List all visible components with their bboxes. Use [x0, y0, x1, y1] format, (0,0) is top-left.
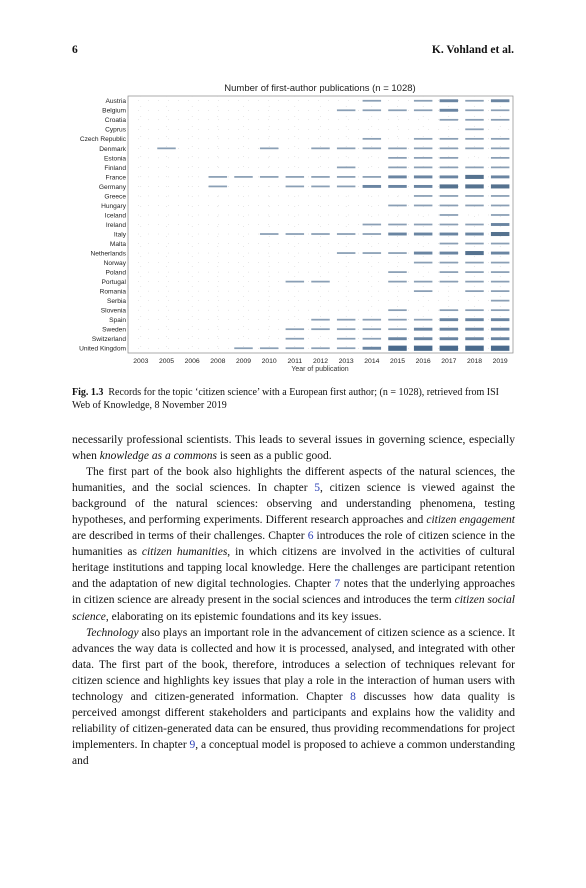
- heatmap-cell: [337, 328, 355, 330]
- heatmap-cell: [491, 281, 509, 283]
- heatmap-cell: [491, 290, 509, 292]
- heatmap-cell: [491, 300, 509, 302]
- year-label: 2016: [415, 358, 431, 365]
- heatmap-cell: [388, 271, 406, 273]
- heatmap-cell: [414, 290, 432, 292]
- year-label: 2011: [287, 358, 303, 365]
- caption-text: Records for the topic ‘citizen science’ with a European first author; (n = 1028), retrieved from ISI Web of Knowledge, 8 November 2019: [72, 387, 499, 411]
- heatmap-cell: [440, 138, 458, 140]
- heatmap-cell: [260, 233, 278, 235]
- country-label: Croatia: [104, 117, 126, 125]
- emphasis: Technology: [86, 626, 139, 639]
- heatmap-cell: [286, 328, 304, 330]
- text-run: also plays an important role in the advancement of citizen science as a science. It advances the way data is collected and how it is processed, analysed, and integrated with other data. The first part of the book, therefore, introduces a selection of techniques relevant for citizen science and highlights key issues that play a role in the interaction of human users with technology and citizen-generated information. Chapter: [72, 626, 515, 703]
- heatmap-cell: [388, 346, 406, 351]
- emphasis: citizen engagement: [426, 514, 515, 527]
- heatmap-cell: [388, 328, 406, 330]
- paragraph-3: [72, 625, 515, 769]
- heatmap-cell: [491, 195, 509, 197]
- heatmap-cell: [465, 224, 483, 226]
- year-label: 2010: [261, 358, 277, 365]
- heatmap-cell: [440, 309, 458, 311]
- year-label: 2003: [133, 358, 149, 365]
- chapter-6-link[interactable]: 6: [307, 530, 314, 543]
- heatmap-cell: [414, 185, 432, 188]
- heatmap-cell: [440, 328, 458, 331]
- heatmap-cell: [465, 128, 483, 130]
- heatmap-cell: [465, 309, 483, 311]
- heatmap-cell: [363, 176, 381, 178]
- heatmap-cell: [465, 346, 483, 351]
- country-label: Finland: [104, 164, 126, 172]
- country-label: Romania: [99, 288, 126, 296]
- heatmap-cell: [388, 281, 406, 283]
- heatmap-cell: [337, 338, 355, 340]
- heatmap-cell: [491, 157, 509, 159]
- heatmap-cell: [388, 147, 406, 149]
- heatmap-cell: [491, 337, 509, 340]
- heatmap-cell: [491, 271, 509, 273]
- heatmap-cell: [414, 233, 432, 236]
- heatmap-cell: [260, 147, 278, 149]
- heatmap-cell: [440, 175, 458, 178]
- year-label: 2019: [492, 358, 508, 365]
- heatmap-cell: [440, 337, 458, 340]
- heatmap-cell: [440, 346, 458, 351]
- heatmap-cell: [491, 205, 509, 207]
- heatmap-cell: [388, 233, 406, 236]
- heatmap-cell: [414, 252, 432, 255]
- heatmap-cell: [260, 176, 278, 178]
- country-label: Spain: [109, 317, 126, 325]
- heatmap-cell: [414, 319, 432, 321]
- heatmap-cell: [491, 138, 509, 140]
- heatmap-cell: [465, 243, 483, 245]
- heatmap-cell: [337, 186, 355, 188]
- heatmap-cell: [491, 262, 509, 264]
- heatmap-cell: [491, 214, 509, 216]
- heatmap-cell: [465, 109, 483, 111]
- heatmap-cell: [491, 309, 509, 311]
- figure-caption: [72, 386, 515, 412]
- heatmap-cell: [491, 99, 509, 102]
- heatmap-cell: [440, 99, 458, 102]
- year-label: 2018: [466, 358, 483, 365]
- country-label: Denmark: [99, 145, 126, 153]
- year-label: 2017: [441, 358, 457, 365]
- chart-title: Number of first-author publications (n = 1028): [224, 83, 416, 94]
- country-label: Italy: [113, 231, 126, 239]
- text-run: , a conceptual model is proposed to achieve a common understanding and: [72, 738, 515, 767]
- running-head-authors: K. Vohland et al.: [431, 44, 514, 56]
- country-label: Hungary: [101, 202, 126, 210]
- heatmap-cell: [440, 262, 458, 264]
- year-label: 2015: [389, 358, 406, 365]
- heatmap-cell: [209, 176, 227, 178]
- heatmap-cell: [465, 184, 483, 188]
- emphasis: citizen humanities: [141, 546, 228, 559]
- heatmap-cell: [286, 176, 304, 178]
- heatmap-cell: [337, 252, 355, 254]
- country-label: Iceland: [104, 212, 126, 220]
- heatmap-cell: [465, 262, 483, 264]
- heatmap-cell: [337, 347, 355, 349]
- heatmap-cell: [414, 175, 432, 178]
- heatmap-cell: [388, 319, 406, 321]
- year-label: 2013: [338, 358, 354, 365]
- country-label: Portugal: [101, 279, 126, 287]
- heatmap-cell: [209, 186, 227, 188]
- heatmap-cell: [491, 167, 509, 169]
- heatmap-cell: [440, 233, 458, 236]
- heatmap-cell: [465, 233, 483, 236]
- emphasis: knowledge as a commons: [99, 450, 218, 463]
- heatmap-cell: [388, 167, 406, 169]
- heatmap-cell: [388, 205, 406, 207]
- heatmap-cell: [440, 214, 458, 216]
- heatmap-cell: [388, 109, 406, 111]
- text-run: discusses how data quality is perceived amongst different stakeholders and participants and explains how the validity and reliability of citizen-generated data can be ensured, thus providing recommendations for project implementers. In chapter: [72, 690, 515, 751]
- heatmap-cell: [157, 147, 175, 149]
- heatmap-cell: [363, 319, 381, 321]
- heatmap-cell: [414, 109, 432, 111]
- heatmap-cell: [286, 347, 304, 349]
- heatmap-cell: [363, 100, 381, 102]
- caption-label: Fig. 1.3: [72, 387, 104, 398]
- heatmap-cell: [260, 347, 278, 349]
- heatmap-cell: [465, 328, 483, 331]
- heatmap-cell: [363, 147, 381, 149]
- heatmap-cell: [414, 346, 432, 351]
- heatmap-cell: [337, 167, 355, 169]
- country-label: Ireland: [105, 221, 126, 229]
- heatmap-cell: [414, 337, 432, 340]
- text-run: , elaborating on its epistemic foundations and its key issues.: [105, 610, 382, 623]
- heatmap-cell: [363, 224, 381, 226]
- heatmap-cell: [311, 281, 329, 283]
- country-label: Belgium: [102, 107, 126, 115]
- heatmap-cell: [388, 252, 406, 254]
- year-label: 2008: [210, 358, 226, 365]
- heatmap-cell: [311, 328, 329, 330]
- heatmap-cell: [363, 347, 381, 350]
- heatmap-cell: [491, 346, 509, 351]
- heatmap-cell: [440, 243, 458, 245]
- heatmap-cell: [388, 185, 406, 188]
- country-label: Estonia: [104, 155, 126, 163]
- text-run: is seen as a public good.: [217, 450, 332, 463]
- heatmap-cell: [414, 224, 432, 226]
- heatmap-cell: [337, 109, 355, 111]
- year-labels: [133, 358, 508, 365]
- heatmap-cell: [337, 176, 355, 178]
- heatmap-cell: [363, 338, 381, 340]
- heatmap-cell: [440, 184, 458, 188]
- heatmap-cell: [234, 176, 252, 178]
- heatmap-cell: [363, 252, 381, 254]
- heatmap-cell: [414, 147, 432, 149]
- heatmap-cell: [440, 318, 458, 321]
- heatmap-cell: [363, 185, 381, 188]
- country-label: Switzerland: [91, 336, 126, 344]
- country-label: Netherlands: [90, 250, 126, 258]
- heatmap-cell: [491, 175, 509, 178]
- heatmap-cell: [440, 167, 458, 169]
- heatmap-cell: [491, 109, 509, 111]
- country-label: Poland: [105, 269, 126, 277]
- publications-heatmap-figure: [60, 80, 520, 375]
- text-run: are described in terms of their challenges. Chapter: [72, 530, 308, 543]
- heatmap-cell: [414, 167, 432, 169]
- heatmap-cell: [286, 281, 304, 283]
- year-label: 2006: [184, 358, 200, 365]
- country-label: Cyprus: [105, 126, 126, 134]
- heatmap-cell: [465, 290, 483, 292]
- text-run: , in which citizens are involved in the activities of cultural heritage institutions and tapping local knowledge. Here the challenges are participant retention and the adaptation of new digital technologies. Chapter: [72, 546, 515, 591]
- heatmap-cell: [491, 223, 509, 226]
- heatmap-cell: [414, 262, 432, 264]
- heatmap-cell: [337, 319, 355, 321]
- heatmap-cell: [440, 157, 458, 159]
- country-label: Germany: [98, 183, 126, 191]
- year-label: 2009: [235, 358, 252, 365]
- heatmap-cell: [414, 281, 432, 283]
- running-head: [72, 44, 514, 60]
- heatmap-cell: [465, 175, 483, 179]
- page-number: 6: [72, 44, 78, 56]
- heatmap-cell: [440, 224, 458, 226]
- heatmap-cell: [311, 176, 329, 178]
- heatmap-cell: [286, 233, 304, 235]
- heatmap-cell: [311, 347, 329, 349]
- heatmap-cell: [286, 338, 304, 340]
- country-label: Norway: [103, 259, 126, 267]
- heatmap-cell: [491, 243, 509, 245]
- heatmap-cell: [414, 195, 432, 197]
- heatmap-cell: [465, 281, 483, 283]
- heatmap-cell: [388, 175, 406, 178]
- paragraph-2: [72, 464, 515, 624]
- heatmap-cell: [465, 138, 483, 140]
- country-label: Malta: [109, 240, 126, 248]
- heatmap-cell: [311, 233, 329, 235]
- heatmap-cell: [491, 328, 509, 331]
- heatmap-cell: [286, 186, 304, 188]
- heatmap-cell: [337, 147, 355, 149]
- country-label: Czech Republic: [79, 136, 126, 144]
- heatmap-cell: [363, 328, 381, 330]
- heatmap-cell: [311, 186, 329, 188]
- emphasis: citizen social science: [72, 594, 515, 623]
- heatmap-cell: [491, 184, 509, 188]
- heatmap-cell: [465, 205, 483, 207]
- heatmap-cell: [363, 233, 381, 235]
- chapter-8-link[interactable]: 8: [350, 690, 356, 703]
- heatmap-cell: [388, 337, 406, 340]
- text-run: notes that the underlying approaches in citizen science are already present in the social sciences and introduces the term: [72, 578, 515, 607]
- heatmap-cell: [465, 318, 483, 321]
- year-label: 2014: [364, 358, 380, 365]
- heatmap-cell: [465, 251, 483, 255]
- heatmap-cell: [465, 337, 483, 340]
- text-run: , citizen science is viewed against the background of the natural sciences: observing and understanding phenomena, testing hypotheses, and performing experiments. Different research approaches and: [72, 482, 515, 527]
- heatmap-cell: [491, 147, 509, 149]
- country-label: Slovenia: [100, 307, 126, 315]
- heatmap-cell: [388, 224, 406, 226]
- chapter-9-link[interactable]: 9: [189, 738, 196, 751]
- paragraph-1: [72, 432, 515, 464]
- heatmap-cell: [337, 233, 355, 235]
- text-run: introduces the role of citizen science in the humanities as: [72, 530, 515, 559]
- country-label: United Kingdom: [79, 345, 126, 353]
- heatmap-cell: [414, 157, 432, 159]
- country-label: France: [105, 174, 126, 182]
- country-label: Serbia: [106, 298, 126, 306]
- heatmap-cell: [311, 147, 329, 149]
- heatmap-cell: [440, 281, 458, 283]
- heatmap-cell: [440, 109, 458, 112]
- chapter-5-link[interactable]: 5: [314, 482, 320, 495]
- heatmap-cell: [491, 252, 509, 255]
- heatmap-cell: [440, 205, 458, 207]
- heatmap-cell: [465, 100, 483, 102]
- chapter-7-link[interactable]: 7: [334, 578, 341, 591]
- heatmap-cell: [388, 157, 406, 159]
- country-label: Sweden: [102, 326, 126, 334]
- country-label: Austria: [105, 98, 126, 106]
- year-label: 2012: [312, 358, 329, 365]
- heatmap-cell: [363, 109, 381, 111]
- body-text: [72, 432, 515, 769]
- year-label: 2005: [158, 358, 175, 365]
- heatmap-cell: [414, 328, 432, 331]
- heatmap-cell: [414, 205, 432, 207]
- country-label: Greece: [104, 193, 126, 201]
- heatmap-cell: [465, 147, 483, 149]
- x-axis-label: Year of publication: [291, 366, 349, 373]
- heatmap-marks: [157, 99, 509, 351]
- heatmap-cell: [491, 232, 509, 236]
- heatmap-cell: [440, 271, 458, 273]
- heatmap-cell: [491, 119, 509, 121]
- heatmap-cell: [363, 138, 381, 140]
- heatmap-cell: [465, 119, 483, 121]
- heatmap-cell: [465, 167, 483, 169]
- country-labels: [79, 98, 127, 352]
- text-run: The first part of the book also highlights the different aspects of the natural sciences, the humanities, and the social sciences. In chapter: [72, 466, 515, 495]
- heatmap-cell: [234, 347, 252, 349]
- heatmap-cell: [414, 100, 432, 102]
- heatmap-cell: [440, 195, 458, 197]
- heatmap-cell: [440, 119, 458, 121]
- heatmap-cell: [465, 271, 483, 273]
- text-run: necessarily professional scientists. This leads to several issues in governing science, especially when: [72, 434, 515, 463]
- heatmap-cell: [440, 252, 458, 255]
- heatmap-cell: [414, 138, 432, 140]
- heatmap-cell: [491, 318, 509, 321]
- heatmap-cell: [440, 147, 458, 149]
- heatmap-cell: [311, 319, 329, 321]
- heatmap-cell: [465, 195, 483, 197]
- heatmap-cell: [388, 309, 406, 311]
